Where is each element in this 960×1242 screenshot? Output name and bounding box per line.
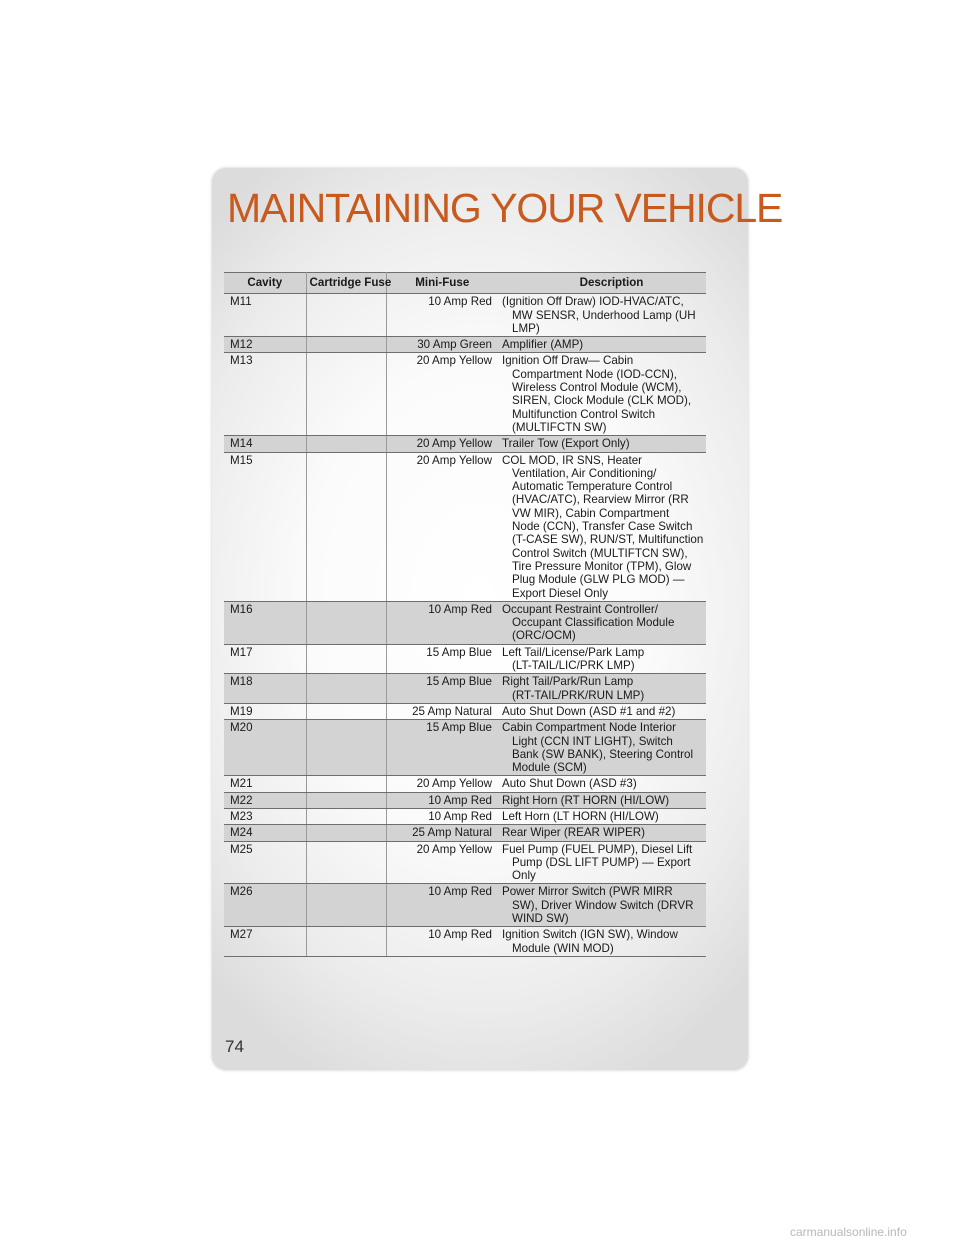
cavity-cell: M24 bbox=[224, 825, 306, 841]
description-line: LMP) bbox=[512, 321, 540, 335]
cartridge-fuse-cell bbox=[306, 808, 386, 824]
column-header-mini-fuse: Mini-Fuse bbox=[386, 273, 498, 294]
cartridge-fuse-cell bbox=[306, 294, 386, 337]
column-header-cavity: Cavity bbox=[224, 273, 306, 294]
table-row bbox=[224, 452, 706, 601]
table-row bbox=[224, 674, 706, 704]
cartridge-fuse-cell bbox=[306, 841, 386, 884]
cavity-cell: M13 bbox=[224, 353, 306, 436]
cartridge-fuse-cell bbox=[306, 776, 386, 792]
mini-fuse-cell: 10 Amp Red bbox=[386, 927, 498, 957]
cavity-cell: M27 bbox=[224, 927, 306, 957]
description-line: Wireless Control Module (WCM), bbox=[512, 381, 682, 395]
table-row bbox=[224, 337, 706, 353]
description-line: Plug Module (GLW PLG MOD) — bbox=[512, 573, 685, 587]
description-line: Export Diesel Only bbox=[512, 586, 609, 600]
description-line: Occupant Classification Module bbox=[512, 616, 675, 630]
description-line: (T-CASE SW), RUN/ST, Multifunction bbox=[512, 533, 704, 547]
cavity-cell: M22 bbox=[224, 792, 306, 808]
description-line: Auto Shut Down (ASD #3) bbox=[502, 777, 637, 791]
mini-fuse-cell: 30 Amp Green bbox=[386, 337, 498, 353]
description-line: Compartment Node (IOD-CCN), bbox=[512, 367, 677, 381]
description-line: Left Horn (LT HORN (HI/LOW) bbox=[502, 809, 659, 823]
cavity-cell: M11 bbox=[224, 294, 306, 337]
table-row bbox=[224, 720, 706, 776]
description-line: Right Tail/Park/Run Lamp bbox=[502, 675, 634, 689]
cartridge-fuse-cell bbox=[306, 644, 386, 674]
description-cell bbox=[498, 452, 706, 601]
description-line: Rear Wiper (REAR WIPER) bbox=[502, 826, 646, 840]
mini-fuse-cell: 10 Amp Red bbox=[386, 792, 498, 808]
description-line: (RT-TAIL/PRK/RUN LMP) bbox=[512, 688, 645, 702]
table-row bbox=[224, 841, 706, 884]
watermark: carmanualsonline.info bbox=[790, 1225, 907, 1239]
description-line: Only bbox=[512, 869, 536, 883]
table-row bbox=[224, 808, 706, 824]
cavity-cell: M21 bbox=[224, 776, 306, 792]
description-line: (ORC/OCM) bbox=[512, 629, 576, 643]
description-line: Occupant Restraint Controller/ bbox=[502, 602, 658, 616]
description-line: Power Mirror Switch (PWR MIRR bbox=[502, 885, 673, 899]
description-cell bbox=[498, 808, 706, 824]
cartridge-fuse-cell bbox=[306, 436, 386, 452]
description-line: Bank (SW BANK), Steering Control bbox=[512, 747, 694, 761]
mini-fuse-cell: 25 Amp Natural bbox=[386, 825, 498, 841]
cartridge-fuse-cell bbox=[306, 601, 386, 644]
mini-fuse-cell: 20 Amp Yellow bbox=[386, 841, 498, 884]
description-cell bbox=[498, 927, 706, 957]
description-line: SIREN, Clock Module (CLK MOD), bbox=[512, 394, 692, 408]
page-number: 74 bbox=[225, 1037, 244, 1056]
table-row bbox=[224, 294, 706, 337]
description-line: MW SENSR, Underhood Lamp (UH bbox=[512, 308, 696, 322]
description-line: Fuel Pump (FUEL PUMP), Diesel Lift bbox=[502, 842, 693, 856]
mini-fuse-cell: 10 Amp Red bbox=[386, 808, 498, 824]
mini-fuse-cell: 10 Amp Red bbox=[386, 601, 498, 644]
description-cell bbox=[498, 825, 706, 841]
description-line: Cabin Compartment Node Interior bbox=[502, 721, 676, 735]
cartridge-fuse-cell bbox=[306, 337, 386, 353]
description-cell bbox=[498, 353, 706, 436]
mini-fuse-cell: 20 Amp Yellow bbox=[386, 452, 498, 601]
description-line: Tire Pressure Monitor (TPM), Glow bbox=[512, 559, 692, 573]
cartridge-fuse-cell bbox=[306, 452, 386, 601]
description-line: Trailer Tow (Export Only) bbox=[502, 437, 630, 451]
mini-fuse-cell: 15 Amp Blue bbox=[386, 674, 498, 704]
mini-fuse-cell: 25 Amp Natural bbox=[386, 703, 498, 719]
column-header-description: Description bbox=[498, 273, 706, 294]
description-cell bbox=[498, 601, 706, 644]
description-line: Right Horn (RT HORN (HI/LOW) bbox=[502, 793, 670, 807]
cavity-cell: M20 bbox=[224, 720, 306, 776]
mini-fuse-cell: 20 Amp Yellow bbox=[386, 776, 498, 792]
description-line: Control Switch (MULTIFTCN SW), bbox=[512, 546, 688, 560]
table-row bbox=[224, 703, 706, 719]
mini-fuse-cell: 20 Amp Yellow bbox=[386, 436, 498, 452]
description-cell bbox=[498, 337, 706, 353]
column-header-cartridge-fuse: Cartridge Fuse bbox=[306, 273, 386, 294]
description-line: Module (WIN MOD) bbox=[512, 941, 614, 955]
description-line: COL MOD, IR SNS, Heater bbox=[502, 453, 643, 467]
table-row bbox=[224, 436, 706, 452]
cartridge-fuse-cell bbox=[306, 825, 386, 841]
description-line: Module (SCM) bbox=[512, 761, 587, 775]
table-row bbox=[224, 884, 706, 927]
table-body bbox=[224, 294, 706, 957]
table-row bbox=[224, 927, 706, 957]
description-line: Ignition Off Draw— Cabin bbox=[502, 354, 634, 368]
description-line: Left Tail/License/Park Lamp bbox=[502, 645, 645, 659]
description-cell bbox=[498, 841, 706, 884]
table-row bbox=[224, 353, 706, 436]
description-line: Pump (DSL LIFT PUMP) — Export bbox=[512, 855, 691, 869]
cavity-cell: M25 bbox=[224, 841, 306, 884]
mini-fuse-cell: 20 Amp Yellow bbox=[386, 353, 498, 436]
cavity-cell: M12 bbox=[224, 337, 306, 353]
description-line: Ignition Switch (IGN SW), Window bbox=[502, 928, 678, 942]
table-header-row bbox=[224, 273, 706, 294]
cavity-cell: M16 bbox=[224, 601, 306, 644]
description-line: Auto Shut Down (ASD #1 and #2) bbox=[502, 704, 676, 718]
table-row bbox=[224, 644, 706, 674]
cavity-cell: M19 bbox=[224, 703, 306, 719]
description-cell bbox=[498, 776, 706, 792]
description-line: SW), Driver Window Switch (DRVR bbox=[512, 898, 694, 912]
cartridge-fuse-cell bbox=[306, 792, 386, 808]
cavity-cell: M18 bbox=[224, 674, 306, 704]
table-row bbox=[224, 825, 706, 841]
cavity-cell: M17 bbox=[224, 644, 306, 674]
cavity-cell: M26 bbox=[224, 884, 306, 927]
description-cell bbox=[498, 720, 706, 776]
section-title: MAINTAINING YOUR VEHICLE bbox=[227, 185, 783, 231]
cavity-cell: M14 bbox=[224, 436, 306, 452]
description-line: Multifunction Control Switch bbox=[512, 407, 656, 421]
description-cell bbox=[498, 792, 706, 808]
description-line: Node (CCN), Transfer Case Switch bbox=[512, 520, 693, 534]
description-cell bbox=[498, 294, 706, 337]
mini-fuse-cell: 15 Amp Blue bbox=[386, 720, 498, 776]
mini-fuse-cell: 15 Amp Blue bbox=[386, 644, 498, 674]
description-line: (HVAC/ATC), Rearview Mirror (RR bbox=[512, 493, 689, 507]
table-row bbox=[224, 776, 706, 792]
cartridge-fuse-cell bbox=[306, 927, 386, 957]
cartridge-fuse-cell bbox=[306, 720, 386, 776]
description-line: VW MIR), Cabin Compartment bbox=[512, 506, 670, 520]
cartridge-fuse-cell bbox=[306, 674, 386, 704]
description-cell bbox=[498, 884, 706, 927]
description-line: (LT-TAIL/LIC/PRK LMP) bbox=[512, 659, 635, 673]
description-line: Amplifier (AMP) bbox=[502, 338, 584, 352]
description-cell bbox=[498, 674, 706, 704]
description-line: Automatic Temperature Control bbox=[512, 480, 673, 494]
fuse-table bbox=[224, 272, 706, 957]
cartridge-fuse-cell bbox=[306, 353, 386, 436]
description-line: Light (CCN INT LIGHT), Switch bbox=[512, 734, 673, 748]
description-line: Ventilation, Air Conditioning/ bbox=[512, 466, 657, 480]
table-row bbox=[224, 792, 706, 808]
table-row bbox=[224, 601, 706, 644]
description-cell bbox=[498, 703, 706, 719]
mini-fuse-cell: 10 Amp Red bbox=[386, 294, 498, 337]
cartridge-fuse-cell bbox=[306, 703, 386, 719]
cartridge-fuse-cell bbox=[306, 884, 386, 927]
description-line: (Ignition Off Draw) IOD-HVAC/ATC, bbox=[502, 295, 684, 309]
description-line: WIND SW) bbox=[512, 912, 569, 926]
description-cell bbox=[498, 644, 706, 674]
description-line: (MULTIFCTN SW) bbox=[512, 420, 607, 434]
description-cell bbox=[498, 436, 706, 452]
cavity-cell: M23 bbox=[224, 808, 306, 824]
mini-fuse-cell: 10 Amp Red bbox=[386, 884, 498, 927]
cavity-cell: M15 bbox=[224, 452, 306, 601]
